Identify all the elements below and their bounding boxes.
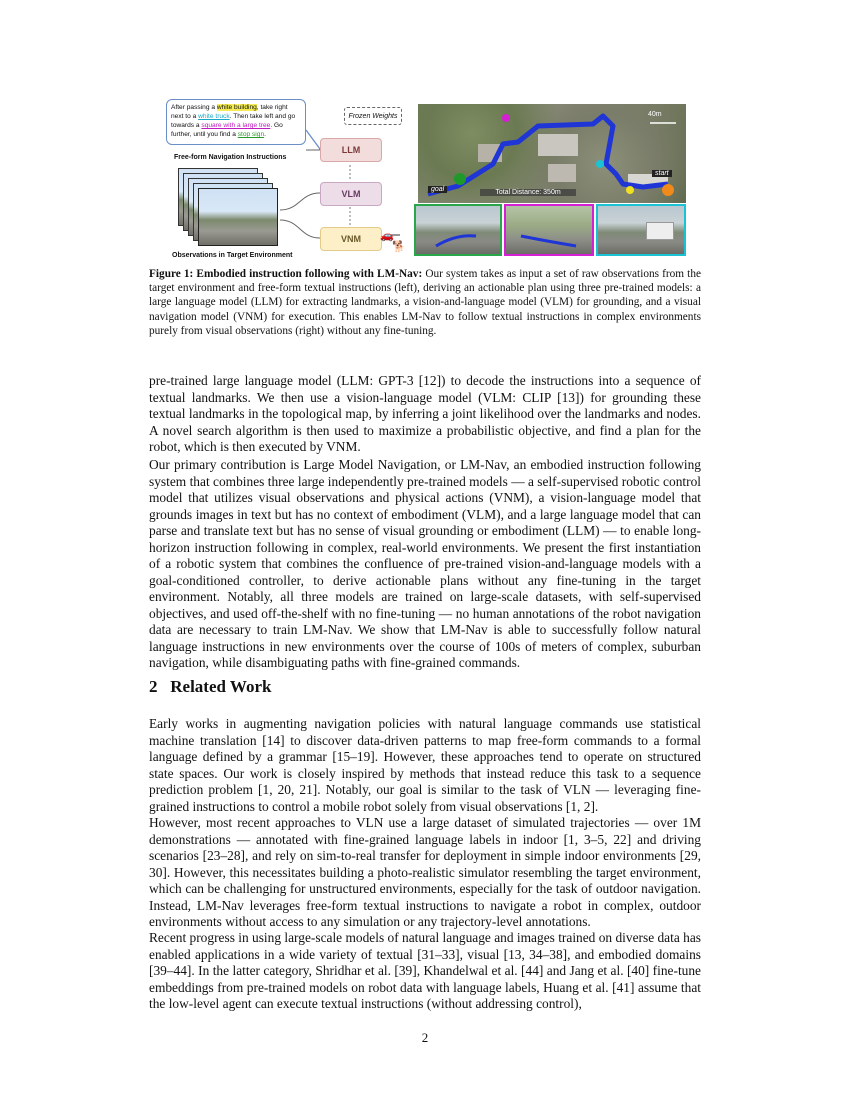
camera-view-magenta	[504, 204, 594, 256]
page-number: 2	[421, 1030, 429, 1045]
vnm-box: VNM	[320, 227, 382, 251]
section-heading	[149, 677, 271, 697]
camera-view-cyan	[596, 204, 686, 256]
satellite-map	[418, 104, 686, 203]
landmark-yellow	[626, 186, 634, 194]
vlm-box: VLM	[320, 182, 382, 206]
caption-label: Figure 1: Embodied instruction following with LM-Nav:	[149, 268, 423, 280]
start-marker	[662, 184, 674, 196]
section-number: 2	[149, 677, 158, 696]
section-title: Related Work	[170, 677, 272, 696]
caption-text: Our system takes as input a set of raw observations from the target environment and free-form textual instructions (left), deriving an actionable plan using three pre-trained models: a large language model (LLM) for extracting landmarks, a vision-and-language model (VLM) for grounding, and a visual navigation model (VNM) for execution. This enables LM-Nav to follow textual instructions in complex environments purely from visual observations (right) without any fine-tuning.	[149, 268, 701, 337]
instruction-segment: .	[264, 131, 266, 138]
instruction-segment: white building	[216, 104, 257, 111]
paragraph-3: Early works in augmenting navigation policies with natural language commands use statistical machine translation [14] to discover data-driven patterns to map free-form commands to a formal language defined by a grammar [15–19]. However, these approaches tend to operate on structured state spaces. Our work is closely inspired by methods that instead reduce this task to a sequence prediction problem [1, 20, 21]. Notably, our goal is similar to the task of VLN — leveraging fine-grained instructions to control a mobile robot solely from visual observations [1, 2].	[149, 716, 701, 814]
figure-caption	[149, 267, 701, 338]
instruction-segment: square with a large tree	[201, 122, 271, 129]
llm-box: LLM	[320, 138, 382, 162]
paragraph-2: Our primary contribution is Large Model Navigation, or LM-Nav, an embodied instruction following system that combines three large independently pre-trained models — a self-supervised robotic control model that utilizes visual observations and physical actions (VNM), a vision-language model that grounds images in text but has no context of embodiment (VLM), and a large language model that can parse and translate text but has no sense of visual grounding or embodiment (LLM) — to enable long-horizon instruction following in complex, real-world environments. We present the first instantiation of a robotic system that combines the confluence of pre-trained vision-and-language models with a goal-conditioned controller, to derive actionable plans without any fine-tuning in the target environment. Notably, all three models are trained on large-scale datasets, with self-supervised objectives, and used off-the-shelf with no fine-tuning — no human annotations of the robot navigation data are necessary to train LM-Nav. We show that LM-Nav is able to successfully follow natural language instructions in new environments over the course of 100s of meters of complex, suburban navigation, while disambiguating paths with fine-grained commands.	[149, 457, 701, 670]
landmark-cyan	[596, 160, 604, 168]
instruction-segment: . Then take left and go towards a	[171, 113, 296, 129]
goal-label: goal	[428, 186, 447, 193]
instruction-segment: , take right next to a	[171, 104, 288, 120]
camera-view-goal	[414, 204, 502, 256]
paragraph-4: However, most recent approaches to VLN use a large dataset of simulated trajectories — over 1M demonstrations — annotated with fine-grained language labels in indoor [1, 3–5, 22] and driving scenarios [23–28], and rely on sim-to-real transfer for deployment in simple indoor environments [29, 30]. However, this necessitates building a photo-realistic simulator resembling the target environment, which can be challenging for unstructured environments, especially for the task of outdoor navigation. Instead, LM-Nav leverages free-form textual instructions to navigate a robot in complex, outdoor environments without access to any simulation or any trajectory-level annotations.	[149, 815, 701, 929]
paragraph-1: pre-trained large language model (LLM: GPT-3 [12]) to decode the instructions into a sequence of textual landmarks. We then use a vision-language model (VLM: CLIP [13]) for grounding these textual landmarks in the topological map, by inferring a joint likelihood over the landmarks and nodes. A novel search algorithm is then used to maximize a probabilistic objective, and find a plan for the robot, which is then executed by VNM.	[149, 373, 701, 454]
start-label: start	[652, 170, 672, 177]
total-distance: Total Distance: 350m	[480, 189, 576, 196]
robot-icon: 🚗	[380, 230, 394, 242]
paragraph-5: Recent progress in using large-scale models of natural language and images trained on diverse data has enabled applications in a wide variety of textual [31–33], visual [13, 34–38], and embodied domains [39–44]. In the latter category, Shridhar et al. [39], Khandelwal et al. [44] and Jang et al. [40] fine-tune embeddings from pre-trained models on robot data with language labels, Huang et al. [41] assume that the low-level agent can execute textual instructions (without addressing control),	[149, 930, 701, 1011]
map-scale: 40m	[648, 111, 662, 118]
white-truck	[646, 222, 674, 240]
instruction-segment: After passing a	[171, 104, 217, 111]
instruction-segment: . Go further, until you find a	[171, 122, 283, 138]
goal-marker	[454, 173, 466, 185]
instruction-segment: white truck	[198, 113, 230, 120]
landmark-magenta	[502, 114, 510, 122]
dog-icon: 🐕	[392, 241, 406, 253]
instructions-label: Free-form Navigation Instructions	[174, 154, 287, 161]
observations-label: Observations in Target Environment	[172, 252, 293, 259]
instruction-segment: stop sign	[237, 131, 265, 138]
frozen-weights-label: Frozen Weights	[344, 107, 402, 125]
